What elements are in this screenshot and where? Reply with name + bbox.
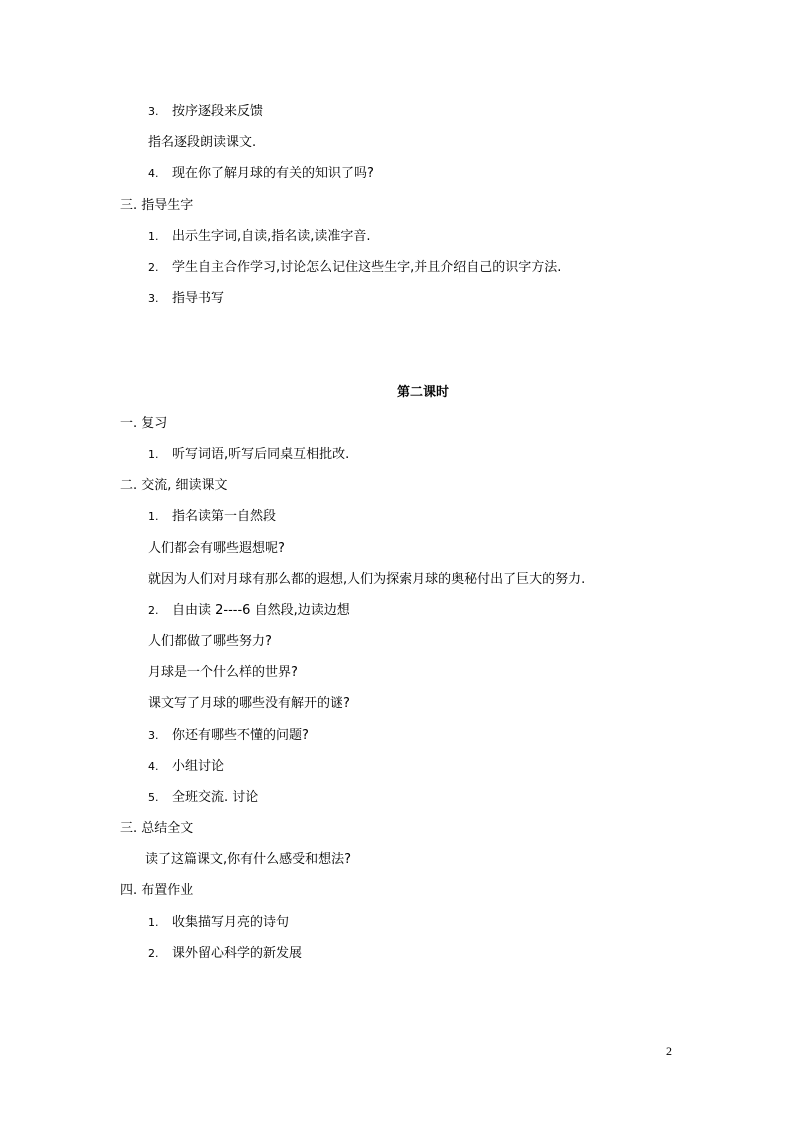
section-heading: 一. 复习: [120, 416, 168, 431]
paragraph: 人们都会有哪些遐想呢?: [148, 541, 285, 556]
paragraph: 读了这篇课文,你有什么感受和想法?: [145, 852, 352, 867]
section-heading: 三. 总结全文: [120, 821, 194, 836]
list-item: 1. 出示生字词,自读,指名读,读准字音.: [148, 229, 371, 244]
section-heading: 二. 交流, 细读课文: [120, 478, 228, 493]
list-item: 3. 你还有哪些不懂的问题?: [148, 728, 309, 743]
section-heading: 三. 指导生字: [120, 198, 194, 213]
list-item: 1. 听写词语,听写后同桌互相批改.: [148, 447, 350, 462]
list-item: 3. 指导书写: [148, 291, 225, 306]
paragraph: 课文写了月球的哪些没有解开的谜?: [148, 696, 350, 711]
list-item: 1. 收集描写月亮的诗句: [148, 915, 290, 930]
list-item: 2. 课外留心科学的新发展: [148, 946, 303, 961]
list-item: 4. 小组讨论: [148, 759, 225, 774]
list-item: 5. 全班交流. 讨论: [148, 790, 259, 805]
page-number: 2: [666, 1044, 672, 1058]
paragraph: 人们都做了哪些努力?: [148, 634, 272, 649]
paragraph: 就因为人们对月球有那么都的遐想,人们为探索月球的奥秘付出了巨大的努力.: [148, 572, 586, 587]
section-heading: 四. 布置作业: [120, 883, 194, 898]
paragraph: 指名逐段朗读课文.: [148, 135, 257, 150]
lesson-heading: 第二课时: [397, 385, 450, 400]
list-item: 2. 学生自主合作学习,讨论怎么记住这些生字,并且介绍自己的识字方法.: [148, 260, 562, 275]
paragraph: 月球是一个什么样的世界?: [148, 665, 298, 680]
list-item: 4. 现在你了解月球的有关的知识了吗?: [148, 166, 374, 181]
list-item: 2. 自由读 2----6 自然段,边读边想: [148, 603, 350, 618]
list-item: 3. 按序逐段来反馈: [148, 104, 264, 119]
list-item: 1. 指名读第一自然段: [148, 509, 277, 524]
